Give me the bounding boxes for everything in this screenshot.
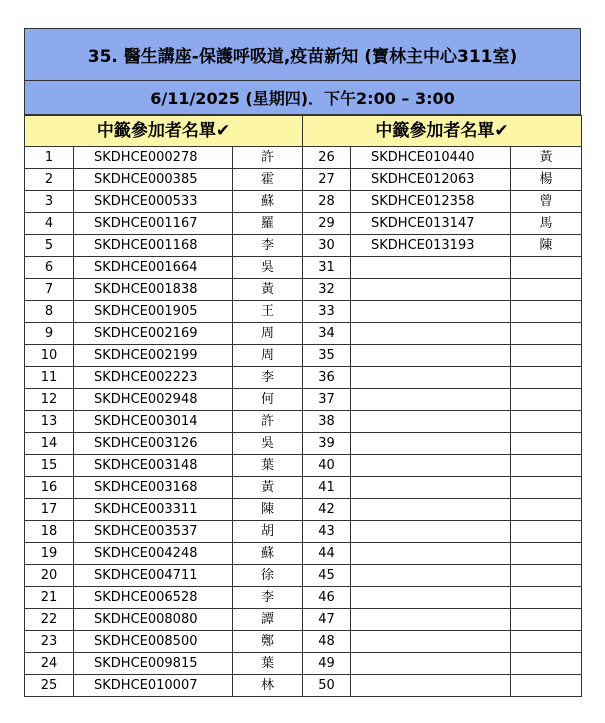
row-number: 6 [25,257,74,279]
participant-code-right [351,389,511,411]
participant-surname-right [511,675,582,697]
row-number: 1 [25,147,74,169]
participant-code: SKDHCE000278 [74,147,233,169]
participant-surname-right: 馬 [511,213,582,235]
participant-surname: 李 [233,235,303,257]
participant-surname: 何 [233,389,303,411]
participant-code-right [351,587,511,609]
participant-surname-right [511,301,582,323]
participant-surname: 吳 [233,257,303,279]
participant-surname-right: 陳 [511,235,582,257]
participant-surname-right [511,609,582,631]
participant-surname-right: 楊 [511,169,582,191]
row-number: 3 [25,191,74,213]
participant-code-right [351,257,511,279]
participant-code: SKDHCE003168 [74,477,233,499]
table-row [25,587,582,609]
row-number: 17 [25,499,74,521]
participant-code: SKDHCE004248 [74,543,233,565]
table-row [25,631,582,653]
participant-code-right: SKDHCE012358 [351,191,511,213]
row-number-right: 44 [303,543,351,565]
table-row [25,235,582,257]
participant-surname-right: 黃 [511,147,582,169]
table-header-row [25,116,582,147]
participant-surname-right [511,521,582,543]
participant-surname-right: 曾 [511,191,582,213]
table-row [25,389,582,411]
participant-code-right [351,631,511,653]
row-number-right: 42 [303,499,351,521]
row-number-right: 35 [303,345,351,367]
row-number-right: 45 [303,565,351,587]
participant-surname: 許 [233,411,303,433]
row-number-right: 46 [303,587,351,609]
participant-surname-right [511,653,582,675]
row-number: 24 [25,653,74,675]
participant-code: SKDHCE003311 [74,499,233,521]
participant-code-right [351,609,511,631]
participant-code: SKDHCE004711 [74,565,233,587]
participant-surname: 蘇 [233,543,303,565]
row-number-right: 34 [303,323,351,345]
row-number-right: 30 [303,235,351,257]
participant-code: SKDHCE000385 [74,169,233,191]
row-number: 20 [25,565,74,587]
header-left: 中籤參加者名單✔ [25,116,303,147]
row-number-right: 39 [303,433,351,455]
event-date: 6/11/2025 (星期四)．下午2:00 – 3:00 [24,81,581,115]
participant-surname: 吳 [233,433,303,455]
row-number-right: 26 [303,147,351,169]
participant-surname: 李 [233,367,303,389]
row-number-right: 37 [303,389,351,411]
participant-code-right [351,477,511,499]
participant-code-right: SKDHCE012063 [351,169,511,191]
row-number-right: 31 [303,257,351,279]
participant-surname: 周 [233,323,303,345]
participant-code: SKDHCE003014 [74,411,233,433]
row-number: 5 [25,235,74,257]
table-row [25,323,582,345]
row-number: 11 [25,367,74,389]
participant-code: SKDHCE002948 [74,389,233,411]
table-row [25,411,582,433]
table-row [25,279,582,301]
row-number-right: 47 [303,609,351,631]
row-number: 14 [25,433,74,455]
participant-code-right [351,543,511,565]
participant-code: SKDHCE001905 [74,301,233,323]
participant-surname-right [511,587,582,609]
participant-code-right [351,433,511,455]
table-row [25,521,582,543]
participant-surname: 羅 [233,213,303,235]
row-number: 21 [25,587,74,609]
row-number-right: 29 [303,213,351,235]
table-row [25,477,582,499]
participant-code-right: SKDHCE013147 [351,213,511,235]
row-number: 23 [25,631,74,653]
table-row [25,367,582,389]
participant-surname: 鄭 [233,631,303,653]
row-number-right: 36 [303,367,351,389]
participant-code-right [351,521,511,543]
participant-code-right [351,279,511,301]
participant-code: SKDHCE003126 [74,433,233,455]
participant-code: SKDHCE002169 [74,323,233,345]
row-number: 13 [25,411,74,433]
row-number: 18 [25,521,74,543]
participant-code: SKDHCE010007 [74,675,233,697]
row-number: 2 [25,169,74,191]
participant-surname-right [511,565,582,587]
participant-surname-right [511,543,582,565]
row-number: 10 [25,345,74,367]
row-number: 16 [25,477,74,499]
participant-surname-right [511,499,582,521]
row-number-right: 41 [303,477,351,499]
participant-surname: 胡 [233,521,303,543]
participant-code: SKDHCE003148 [74,455,233,477]
row-number: 19 [25,543,74,565]
participant-code: SKDHCE001167 [74,213,233,235]
participant-surname-right [511,389,582,411]
row-number-right: 43 [303,521,351,543]
participant-surname: 黃 [233,477,303,499]
table-row [25,345,582,367]
participant-surname-right [511,345,582,367]
table-row [25,455,582,477]
participant-code: SKDHCE008080 [74,609,233,631]
participant-surname: 周 [233,345,303,367]
participant-surname: 黃 [233,279,303,301]
participant-surname-right [511,279,582,301]
row-number-right: 28 [303,191,351,213]
row-number: 22 [25,609,74,631]
table-row [25,433,582,455]
table-row [25,147,582,169]
participant-surname-right [511,367,582,389]
row-number-right: 49 [303,653,351,675]
participant-code: SKDHCE001168 [74,235,233,257]
row-number: 4 [25,213,74,235]
participant-code-right [351,455,511,477]
table-row [25,213,582,235]
participant-surname: 譚 [233,609,303,631]
participant-code-right: SKDHCE010440 [351,147,511,169]
participant-code: SKDHCE001838 [74,279,233,301]
table-row [25,191,582,213]
participant-code-right [351,367,511,389]
participant-code-right [351,653,511,675]
participant-code: SKDHCE006528 [74,587,233,609]
participant-surname-right [511,477,582,499]
participant-code: SKDHCE008500 [74,631,233,653]
row-number: 12 [25,389,74,411]
participant-surname: 徐 [233,565,303,587]
participant-surname: 葉 [233,653,303,675]
participant-code: SKDHCE001664 [74,257,233,279]
row-number-right: 48 [303,631,351,653]
table-row [25,169,582,191]
header-right: 中籤參加者名單✔ [303,116,582,147]
participant-code: SKDHCE000533 [74,191,233,213]
participant-code-right [351,675,511,697]
participant-surname-right [511,411,582,433]
table-row [25,565,582,587]
participant-code-right [351,323,511,345]
table-row [25,543,582,565]
participant-code: SKDHCE009815 [74,653,233,675]
row-number-right: 27 [303,169,351,191]
participant-surname-right [511,323,582,345]
participant-sheet [24,28,581,697]
table-row [25,609,582,631]
row-number: 15 [25,455,74,477]
participant-surname-right [511,631,582,653]
participant-code: SKDHCE002223 [74,367,233,389]
row-number: 7 [25,279,74,301]
participant-code: SKDHCE002199 [74,345,233,367]
participant-surname: 蘇 [233,191,303,213]
table-row [25,257,582,279]
participant-surname: 林 [233,675,303,697]
row-number: 25 [25,675,74,697]
row-number-right: 50 [303,675,351,697]
table-row [25,675,582,697]
participant-surname: 陳 [233,499,303,521]
event-title: 35. 醫生講座-保護呼吸道,疫苗新知 (寶林主中心311室) [24,28,581,81]
table-row [25,499,582,521]
participant-code-right [351,565,511,587]
participant-code: SKDHCE003537 [74,521,233,543]
participant-surname: 葉 [233,455,303,477]
participant-surname-right [511,257,582,279]
row-number: 8 [25,301,74,323]
participant-surname: 許 [233,147,303,169]
participant-surname-right [511,433,582,455]
participant-surname-right [511,455,582,477]
participant-surname: 王 [233,301,303,323]
participant-surname: 霍 [233,169,303,191]
participant-code-right [351,499,511,521]
table-row [25,653,582,675]
row-number: 9 [25,323,74,345]
participant-table [24,115,582,697]
participant-code-right: SKDHCE013193 [351,235,511,257]
row-number-right: 38 [303,411,351,433]
participant-surname: 李 [233,587,303,609]
row-number-right: 32 [303,279,351,301]
participant-code-right [351,345,511,367]
row-number-right: 33 [303,301,351,323]
participant-code-right [351,411,511,433]
table-row [25,301,582,323]
row-number-right: 40 [303,455,351,477]
participant-code-right [351,301,511,323]
